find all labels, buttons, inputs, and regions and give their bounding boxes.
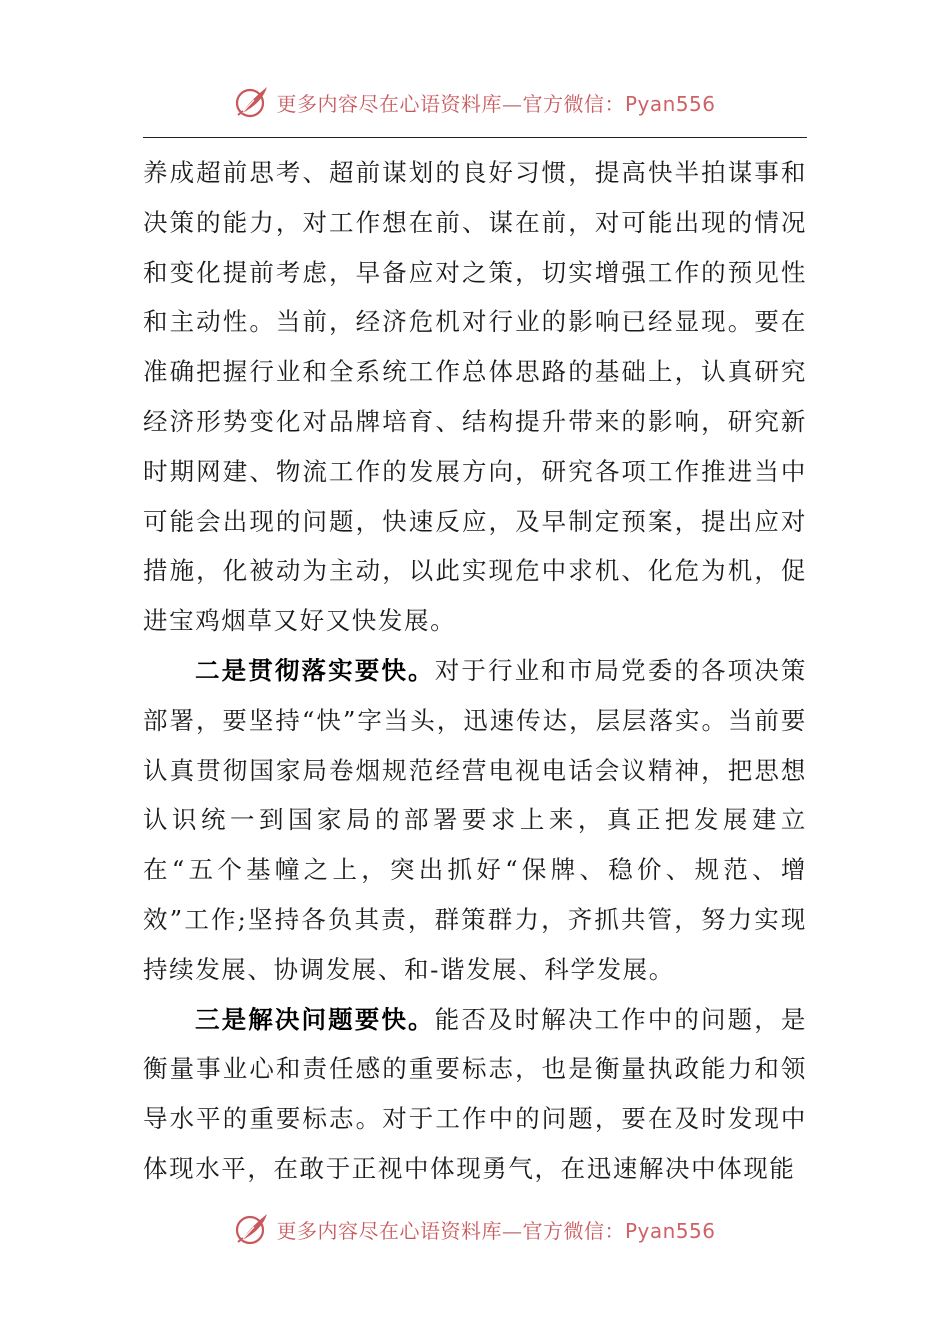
header-separator: — bbox=[501, 91, 523, 116]
quill-pen-logo-icon bbox=[234, 84, 270, 120]
paragraph-1: 养成超前思考、超前谋划的良好习惯，提高快半拍谋事和决策的能力，对工作想在前、谋在前，对可能出现的情况和变化提前考虑，早备应对之策，切实增强工作的预见性和主动性。当前，经济危机对行业的影响已经显现。要在准确把握行业和全系统工作总体思路的基础上，认真研究经济形势变化对品牌培育、结构提升带来的影响，研究新时期网建、物流工作的发展方向，研究各项工作推进当中可能会出现的问题，快速反应，及早制定预案，提出应对措施，化被动为主动，以此实现危中求机、化危为机，促进宝鸡烟草又好又快发展。 bbox=[143, 158, 807, 636]
paragraph-3-text: 能否及时解决工作中的问题，是衡量事业心和责任感的重要标志，也是衡量执政能力和领导水平的重要标志。对于工作中的问题，要在及时发现中体现水平，在敢于正视中体现勇气，在迅速解决中体现能 bbox=[143, 1004, 807, 1183]
header-divider bbox=[143, 137, 807, 138]
paragraph-2-heading: 二是贯彻落实要快。 bbox=[195, 655, 435, 685]
footer-site-text: 更多内容尽在心语资料库 bbox=[276, 1218, 502, 1243]
paragraph-2-text: 对于行业和市局党委的各项决策部署，要坚持“快”字当头，迅速传达，层层落实。当前要认真贯彻国家局卷烟规范经营电视电话会议精神，把思想认识统一到国家局的部署要求上来，真正把发展建立在“五个基幢之上，突出抓好“保牌、稳价、规范、增效”工作;坚持各负其责，群策群力，齐抓共管，努力实现持续发展、协调发展、和-谐发展、科学发展。 bbox=[143, 655, 807, 984]
header-text bbox=[276, 88, 715, 117]
quill-pen-logo-icon bbox=[234, 1211, 270, 1247]
footer-contact-label: 官方微信： bbox=[522, 1218, 625, 1243]
header-contact-label: 官方微信： bbox=[522, 91, 625, 116]
paragraph-3-heading: 三是解决问题要快。 bbox=[195, 1004, 435, 1034]
header-contact-value: Pyan556 bbox=[624, 91, 716, 116]
footer-banner bbox=[0, 1207, 950, 1251]
document-body bbox=[143, 148, 807, 1194]
footer-contact-value: Pyan556 bbox=[624, 1218, 716, 1243]
header-site-text: 更多内容尽在心语资料库 bbox=[276, 91, 502, 116]
paragraph-2 bbox=[143, 646, 807, 995]
footer-separator: — bbox=[501, 1218, 523, 1243]
paragraph-3 bbox=[143, 995, 807, 1194]
footer-text bbox=[276, 1215, 715, 1244]
header-banner bbox=[0, 80, 950, 124]
